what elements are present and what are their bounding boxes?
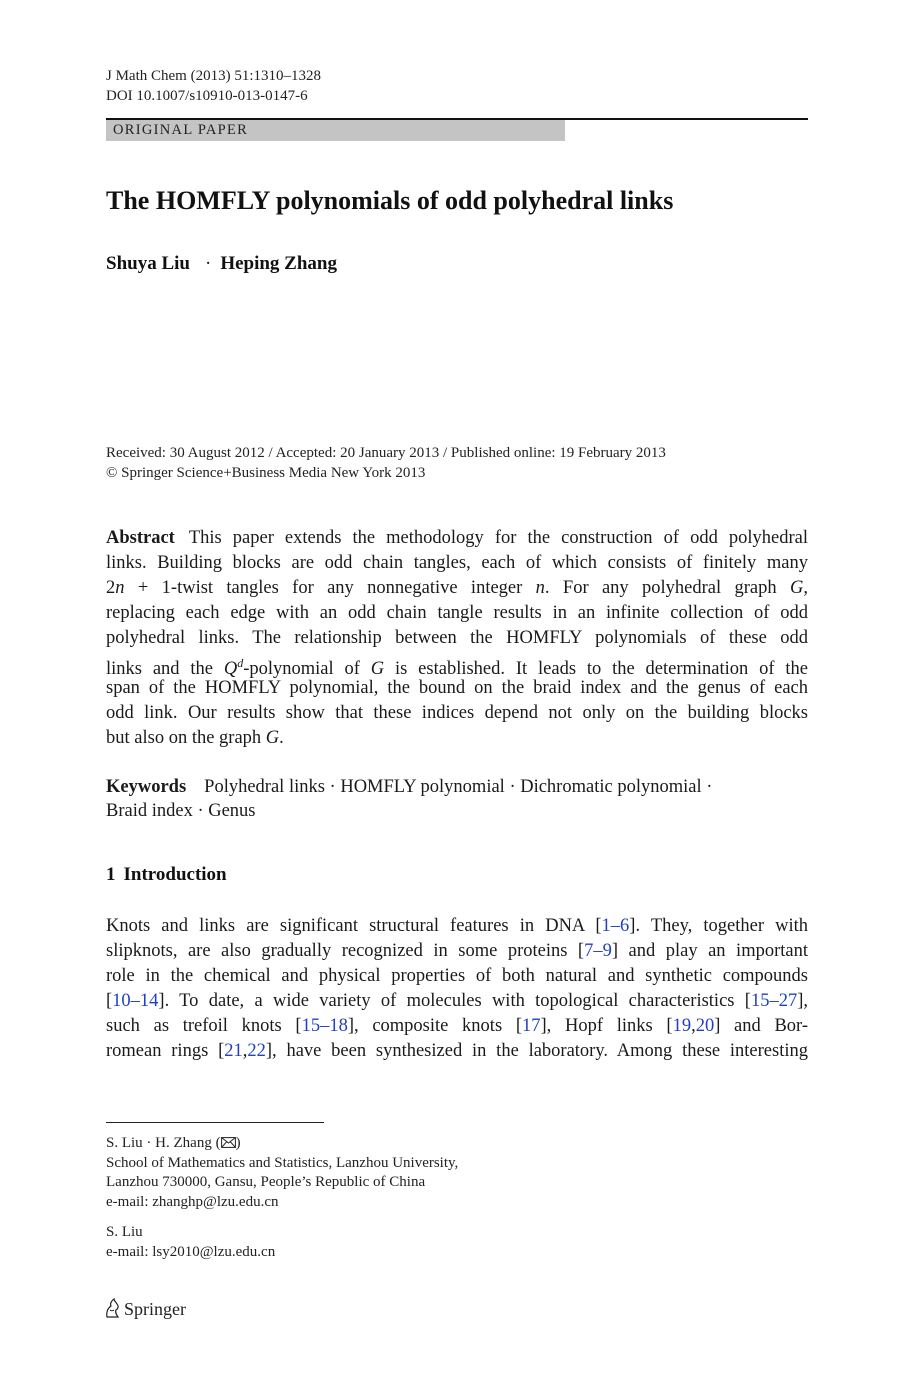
journal-info bbox=[106, 67, 321, 106]
paper-title: The HOMFLY polynomials of odd polyhedral links bbox=[106, 186, 674, 215]
intro-line: [10–14]. To date, a wide variety of molecules with topological characteristics [15–27], bbox=[106, 991, 808, 1011]
abstract-line: 2n + 1-twist tangles for any nonnegative integer n. For any polyhedral graph G, bbox=[106, 578, 808, 598]
affiliation-line: Lanzhou 730000, Gansu, People’s Republic of China bbox=[106, 1174, 426, 1191]
citation-link[interactable]: 7–9 bbox=[584, 941, 612, 961]
journal-citation: J Math Chem (2013) 51:1310–1328 bbox=[106, 68, 321, 84]
received-accepted-line: Received: 30 August 2012 / Accepted: 20 January 2013 / Published online: 19 February 2013 bbox=[106, 445, 666, 461]
citation-link[interactable]: 19 bbox=[672, 1016, 692, 1036]
citation-link[interactable]: 1–6 bbox=[601, 916, 630, 936]
section-heading bbox=[106, 864, 227, 886]
publisher-logo bbox=[104, 1298, 186, 1320]
keywords-line: Braid index · Genus bbox=[106, 801, 256, 821]
intro-line: romean rings [21,22], have been synthesized in the laboratory. Among these interesting bbox=[106, 1041, 808, 1061]
keywords-label: Keywords bbox=[106, 777, 187, 797]
intro-line: slipknots, are also gradually recognized in some proteins [7–9] and play an important bbox=[106, 941, 808, 961]
citation-link[interactable]: 10–14 bbox=[112, 991, 159, 1011]
abstract-line: links. Building blocks are odd chain tangles, each of which consists of finitely many bbox=[106, 553, 808, 573]
abstract-line: polyhedral links. The relationship between the HOMFLY polynomials of these odd bbox=[106, 628, 808, 648]
keywords bbox=[106, 775, 808, 823]
abstract-line: but also on the graph G. bbox=[106, 728, 284, 748]
envelope-icon bbox=[221, 1137, 236, 1148]
author-1: Shuya Liu bbox=[106, 253, 190, 274]
author-name: S. Liu bbox=[106, 1224, 143, 1240]
intro-line: Knots and links are significant structural features in DNA [1–6]. They, together with bbox=[106, 916, 808, 936]
doi: DOI 10.1007/s10910-013-0147-6 bbox=[106, 87, 308, 104]
email-line[interactable]: e-mail: lsy2010@lzu.edu.cn bbox=[106, 1243, 276, 1260]
intro-line: role in the chemical and physical properties of both natural and synthetic compounds bbox=[106, 966, 808, 986]
abstract-line: span of the HOMFLY polynomial, the bound on the braid index and the genus of each bbox=[106, 678, 808, 698]
abstract bbox=[106, 526, 808, 751]
affiliation-line: School of Mathematics and Statistics, Lanzhou University, bbox=[106, 1154, 459, 1171]
abstract-line: Abstract This paper extends the methodology for the construction of odd polyhedral bbox=[106, 528, 808, 548]
springer-horse-icon bbox=[104, 1298, 121, 1318]
abstract-line: links and the $Q^d$-polynomial of G is established. It leads to the determination of the bbox=[106, 656, 808, 680]
abstract-label: Abstract bbox=[106, 528, 175, 548]
introduction-text bbox=[106, 914, 808, 1064]
section-title: Introduction bbox=[123, 864, 227, 885]
intro-line: such as trefoil knots [15–18], composite knots [17], Hopf links [19,20] and Bor- bbox=[106, 1016, 808, 1036]
publication-dates bbox=[106, 443, 666, 483]
copyright-line: © Springer Science+Business Media New York 2013 bbox=[106, 465, 426, 481]
citation-link[interactable]: 21 bbox=[224, 1041, 243, 1061]
citation-link[interactable]: 15–18 bbox=[301, 1016, 348, 1036]
publisher-name: Springer bbox=[124, 1299, 186, 1319]
keywords-line: Keywords Polyhedral links · HOMFLY polynomial · Dichromatic polynomial · bbox=[106, 777, 713, 797]
corresponding-authors: S. Liu · H. Zhang ( ) bbox=[106, 1135, 241, 1151]
citation-link[interactable]: 17 bbox=[522, 1016, 541, 1036]
abstract-line: odd link. Our results show that these indices depend not only on the building blocks bbox=[106, 703, 808, 723]
abstract-line: replacing each edge with an odd chain tangle results in an infinite collection of odd bbox=[106, 603, 808, 623]
author-2: Heping Zhang bbox=[220, 253, 337, 274]
author-list bbox=[106, 253, 337, 275]
section-number: 1 bbox=[106, 864, 116, 885]
footnote-rule bbox=[106, 1122, 324, 1123]
citation-link[interactable]: 22 bbox=[247, 1041, 266, 1061]
author-separator: · bbox=[204, 253, 212, 274]
second-author-contact bbox=[106, 1223, 275, 1262]
citation-link[interactable]: 15–27 bbox=[750, 991, 798, 1011]
article-type-badge bbox=[106, 120, 565, 141]
citation-link[interactable]: 20 bbox=[695, 1016, 715, 1036]
author-affiliation bbox=[106, 1134, 458, 1212]
email-line[interactable]: e-mail: zhanghp@lzu.edu.cn bbox=[106, 1193, 279, 1210]
article-type-label: ORIGINAL PAPER bbox=[113, 122, 249, 138]
